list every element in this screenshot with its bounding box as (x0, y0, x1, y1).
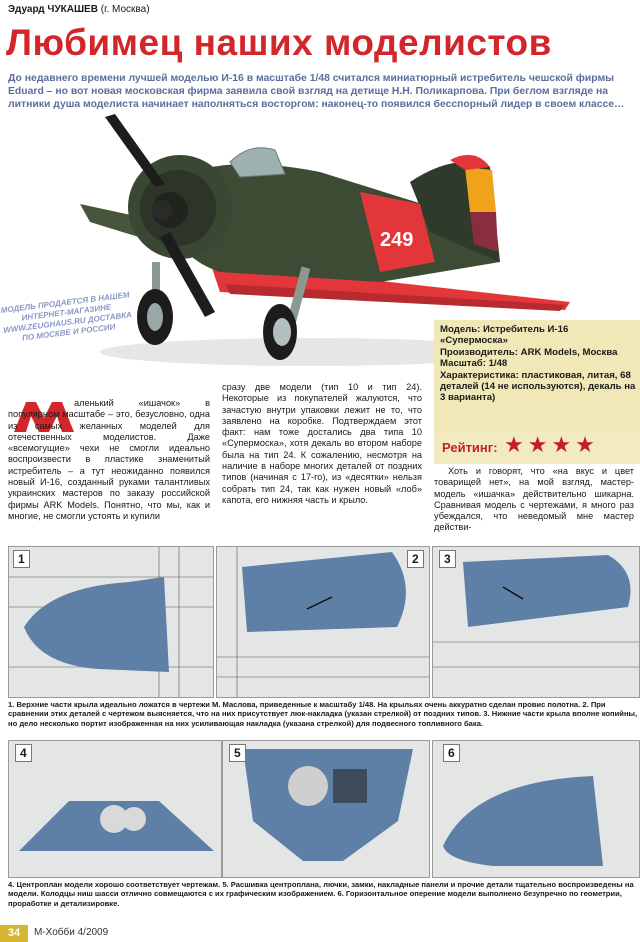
author-city: (г. Москва) (100, 4, 150, 15)
body-column-3: Хоть и говорят, что «на вкус и цвет товарищей нет», на мой взгляд, мастер-модель «ишачка» действительно шикарна. Сравнивая модель с чертежами, я много раз убеждался, что неведомый мне мастер действи- (434, 466, 634, 533)
photo-2 (216, 546, 430, 698)
rating-label: Рейтинг: (442, 440, 498, 455)
photo-3 (432, 546, 640, 698)
article-title: Любимец наших моделистов (6, 22, 552, 63)
wing-part-drawing (217, 547, 429, 697)
photo-number-3: 3 (439, 550, 456, 568)
author-name: Эдуард ЧУКАШЕВ (8, 4, 98, 15)
spec-maker: Производитель: ARK Models, Москва (440, 346, 618, 358)
spec-text (440, 324, 636, 404)
col1-text: аленький «ишачок» в популярном масштабе – это, безусловно, одна из самых желанных моделей для отечественных моделистов. Даже «всемогущие» чехи не смогли идеально воспроизвести в пластике знаменитый истребитель – а тут неожиданно появился новый И-16, созданный руками талантливых украинских мастеров по заказу российской фирмы ARK Models. Понятно, что мы, как и многие, не смогли устоять и купили (8, 398, 210, 521)
wing-top-drawing (9, 547, 213, 697)
spec-scale: Масштаб: 1/48 (440, 358, 508, 370)
photo-4 (8, 740, 222, 878)
lead-paragraph: До недавнего времени лучшей моделью И-16 в масштабе 1/48 считался миниатюрный истребитель чешской фирмы Eduard – но вот новая московская фирма заявила свой взгляд на детище Н.Н. Поликарпова. При беглом взгляде на литники душа моделиста начинает наполняться восторгом: наконец-то появился бесспорный лидер в своем классе… (8, 73, 625, 110)
tail-number: 249 (380, 229, 414, 251)
wheel-well-drawing (223, 741, 429, 877)
author-line (8, 4, 150, 15)
shop-watermark: МОДЕЛЬ ПРОДАЕТСЯ В НАШЕМ ИНТЕРНЕТ-МАГАЗИНЕ WWW.ZEUGHAUS.RU ДОСТАВКА ПО МОСКВЕ И РОССИИ (0, 290, 133, 343)
centroplane-drawing (9, 741, 221, 877)
photo-number-1: 1 (13, 550, 30, 568)
photo-number-2: 2 (407, 550, 424, 568)
wing-bottom-drawing (433, 547, 639, 697)
magazine-issue: М-Хобби 4/2009 (34, 927, 109, 938)
photo-number-6: 6 (443, 744, 460, 762)
photo-6 (432, 740, 640, 878)
body-column-2: сразу две модели (тип 10 и тип 24). Некоторые из покупателей жалуются, что зачастую внутри упаковки лежит не то, что заявлено на коробке. Подтверждаем этот факт: нам тоже достались два типа 10 «Супермоска», хотя декаль во втором наборе была на тип 24. К сожалению, несмотря на наличие в наборе многих деталей от поздних типов (начиная с 17-го), из «десятки» нельзя собрать тип 24, так как нужен новый «лоб» капота, его нижняя часть и крыло. (222, 382, 422, 505)
caption-photos-1-3: 1. Верхние части крыла идеально ложатся в чертежи М. Маслова, приведенные к масштабу 1/48. На крыльях очень аккуратно сделан провис полотна. 2. При сравнении этих деталей с чертежом выясняется, что на них присутствует люк-накладка (указан стрелкой) от поздних типов. 3. Нижние части крыла вполне копийны, но дело несколько портит изображенная на них усиливающая накладка (указана стрелкой) для подвесного топливного бака. (8, 700, 638, 728)
spec-features: Характеристика: пластиковая, литая, 68 деталей (14 не используются), декаль на 3 варианта) (440, 369, 636, 404)
spec-model: Модель: Истребитель И-16 «Супермоска» (440, 324, 569, 347)
body-column-1 (8, 398, 210, 522)
photo-number-4: 4 (15, 744, 32, 762)
stabilizer-drawing (433, 741, 639, 877)
page-number: 34 (0, 925, 28, 942)
photo-5 (222, 740, 430, 878)
photo-number-5: 5 (229, 744, 246, 762)
rating-stars: ★★★★ (504, 432, 599, 457)
caption-photos-4-6: 4. Центроплан модели хорошо соответствует чертежам. 5. Расшивка центроплана, лючки, замки, накладные панели и прочие детали тщательно воспроизведены на модели. Колодцы ниш шасси отлично совмещаются с их графическим изображением. 6. Горизонтальное оперение модели выполнено безупречно по геометрии, проработке и детализировке. (8, 880, 634, 908)
photo-1 (8, 546, 214, 698)
